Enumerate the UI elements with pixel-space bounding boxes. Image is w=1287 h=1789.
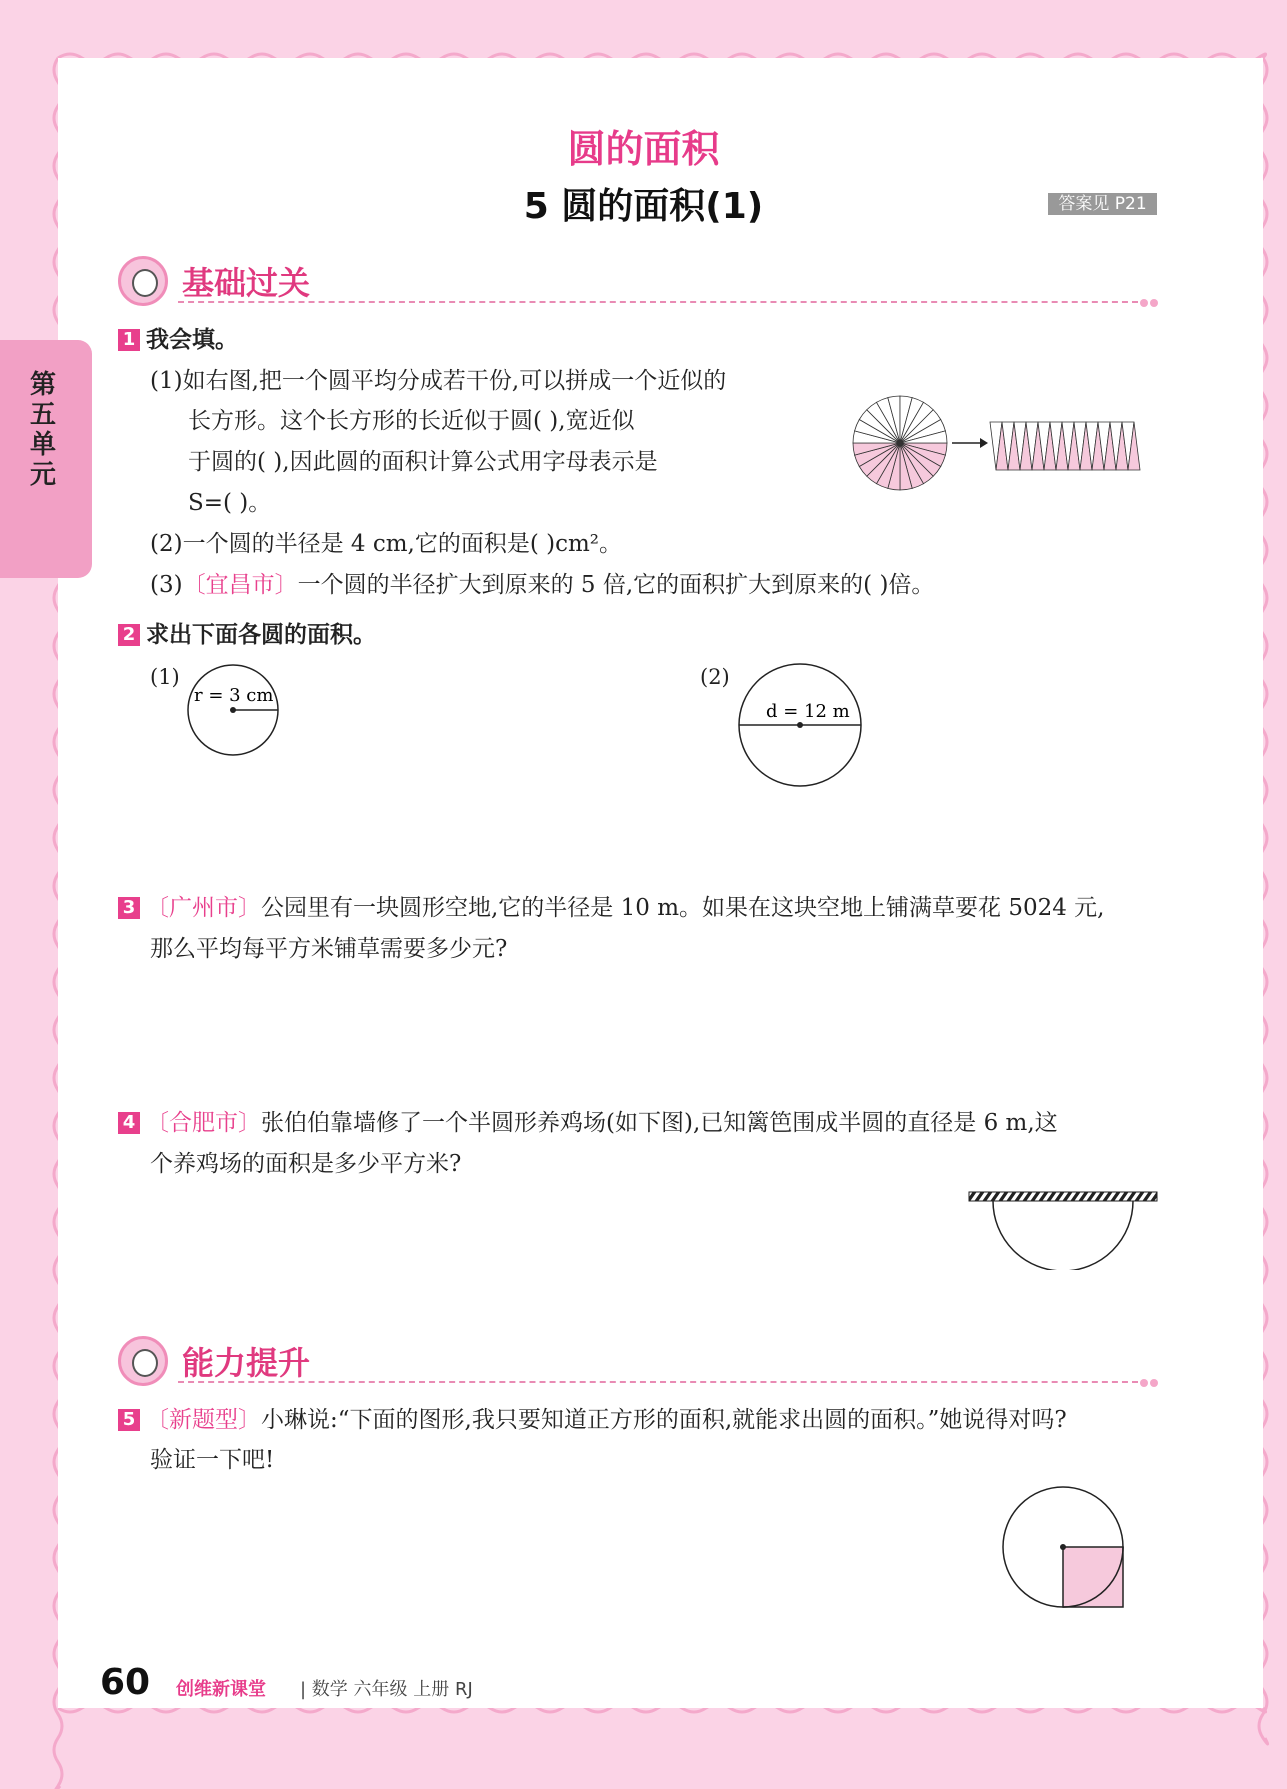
circle-diameter-figure [736, 662, 866, 790]
divided-circle [853, 396, 947, 490]
source-tag: 〔新题型〕 [146, 1407, 261, 1433]
chapter-title: 圆的面积 [567, 127, 720, 171]
q3-line-1: 3 〔广州市〕公园里有一块圆形空地,它的半径是 10 m。如果在这块空地上铺满草要花 5024 元, [118, 893, 1104, 923]
divider [178, 301, 1138, 303]
q3-line-2: 那么平均每平方米铺草需要多少元? [150, 936, 508, 962]
question-number-badge: 3 [118, 897, 140, 919]
semicircle-fence [993, 1201, 1133, 1270]
diameter-label: d = 12 m [766, 701, 850, 722]
q1-line-1: (1)如右图,把一个圆平均分成若干份,可以拼成一个近似的 [150, 368, 727, 394]
section-advanced-header [118, 1332, 1158, 1392]
question-number-badge: 4 [118, 1112, 140, 1134]
section-basic-title: 基础过关 [182, 264, 311, 302]
lesson-title: 5 圆的面积(1) [523, 186, 764, 227]
approximate-rectangle [990, 422, 1140, 470]
footer-brand: 创维新课堂 [176, 1679, 266, 1700]
radius-label: r = 3 cm [194, 685, 274, 706]
page-number: 60 [100, 1662, 151, 1703]
q1-heading [118, 325, 238, 355]
source-tag: 〔宜昌市〕 [182, 572, 298, 598]
q1-line-5: (2)一个圆的半径是 4 cm,它的面积是( )cm²。 [150, 531, 623, 557]
question-number-badge: 1 [118, 329, 140, 351]
q5-line-1: 5 〔新题型〕小琳说:“下面的图形,我只要知道正方形的面积,就能求出圆的面积。”她说得对吗? [118, 1405, 1067, 1435]
q1-line-3: 于圆的( ),因此圆的面积计算公式用字母表示是 [188, 449, 658, 475]
source-tag: 〔广州市〕 [146, 895, 261, 921]
footer-book-info: | 数学 六年级 上册 RJ [300, 1679, 473, 1700]
arrow-icon [952, 438, 988, 448]
inner-square [1063, 1547, 1123, 1607]
answer-reference-badge: 答案见 P21 [1048, 193, 1157, 215]
cartoon-face-icon [118, 256, 168, 306]
q1-line-2: 长方形。这个长方形的长近似于圆( ),宽近似 [188, 408, 635, 434]
q2-heading [118, 620, 376, 650]
circle-to-rectangle-figure [850, 392, 1150, 492]
question-number-badge: 2 [118, 624, 140, 646]
wall [969, 1192, 1157, 1201]
circle-with-square-figure [1000, 1484, 1130, 1614]
q4-line-2: 个养鸡场的面积是多少平方米? [150, 1151, 462, 1177]
divider [178, 1381, 1138, 1383]
decorative-dots [1138, 1372, 1158, 1391]
circle-radius-figure [186, 663, 286, 763]
q4-line-1: 4 〔合肥市〕张伯伯靠墙修了一个半圆形养鸡场(如下图),已知篱笆围成半圆的直径是 6 m,这 [118, 1108, 1058, 1138]
question-number-badge: 5 [118, 1409, 140, 1431]
q2-title: 求出下面各圆的面积。 [146, 622, 376, 648]
decorative-dots [1138, 292, 1158, 311]
section-advanced-title: 能力提升 [182, 1344, 311, 1382]
unit-side-tab-label: 第五单元 [30, 370, 57, 490]
section-basic-header [118, 252, 1158, 312]
source-tag: 〔合肥市〕 [146, 1110, 261, 1136]
q5-line-2: 验证一下吧! [150, 1447, 275, 1473]
q2-part2-label: (2) [700, 665, 730, 689]
semicircle-wall-figure [966, 1190, 1161, 1270]
q1-title: 我会填。 [146, 327, 238, 353]
q1-line-4: S=( )。 [188, 490, 272, 516]
cartoon-face-icon [118, 1336, 168, 1386]
unit-side-tab [0, 340, 92, 578]
q2-part1-label: (1) [150, 665, 180, 689]
q1-line-6: (3)〔宜昌市〕一个圆的半径扩大到原来的 5 倍,它的面积扩大到原来的( )倍。 [150, 572, 935, 598]
